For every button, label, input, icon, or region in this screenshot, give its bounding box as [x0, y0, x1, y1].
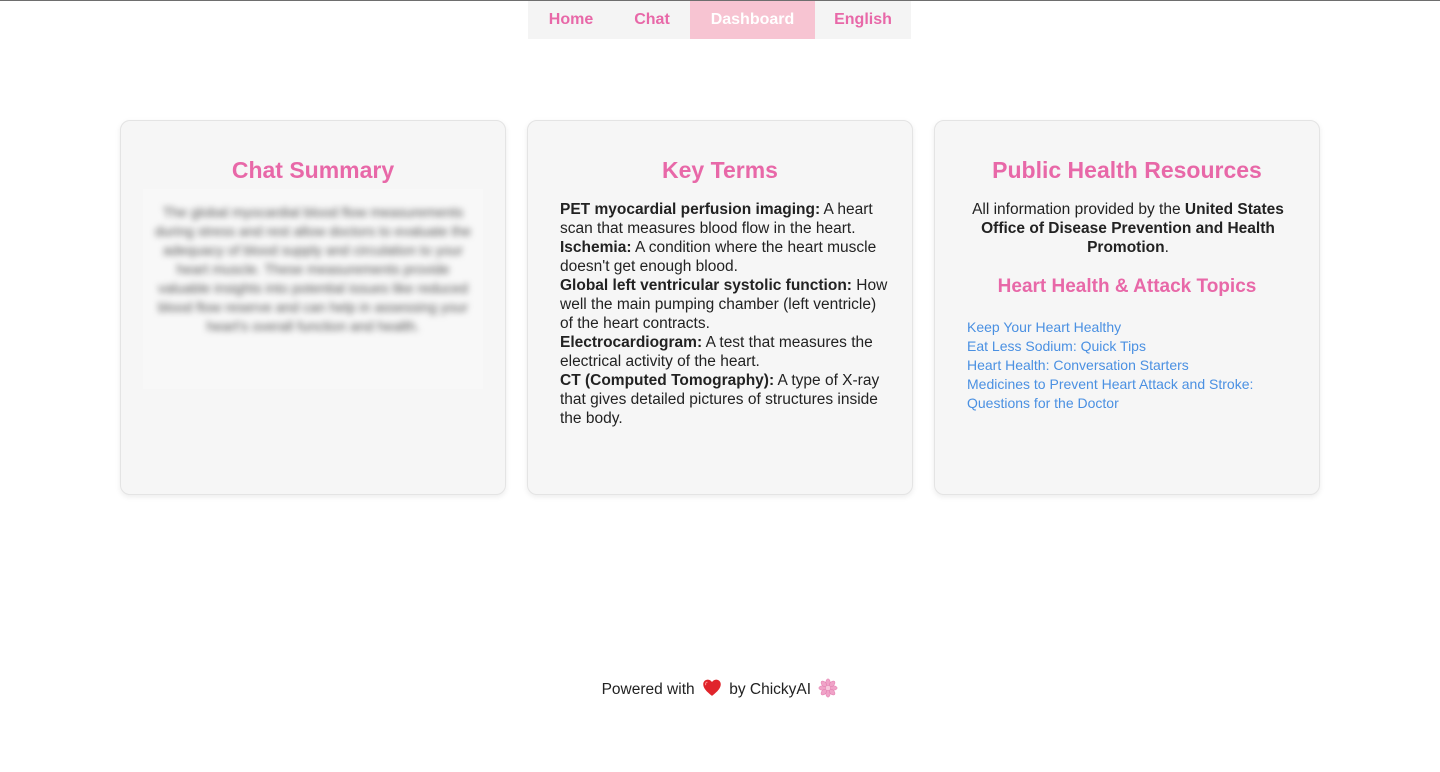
resource-links: [967, 318, 1297, 413]
nav-home[interactable]: Home: [548, 11, 594, 28]
footer-prefix: Powered with: [601, 681, 695, 698]
resource-link-eat-less-sodium[interactable]: Eat Less Sodium: Quick Tips: [967, 338, 1146, 354]
nav-dashboard[interactable]: Dashboard: [690, 1, 815, 39]
public-health-resources-card: [934, 120, 1320, 495]
language-selector[interactable]: English: [834, 11, 892, 28]
term-name: Ischemia:: [560, 239, 632, 256]
heart-topics-subtitle: Heart Health & Attack Topics: [997, 276, 1257, 297]
footer: [0, 678, 1440, 701]
key-terms-card: [527, 120, 913, 495]
resource-link-medicines[interactable]: Medicines to Prevent Heart Attack and Stroke: Questions for the Doctor: [967, 376, 1254, 411]
key-term-item: [560, 276, 890, 333]
term-definition: A test that measures the electrical activity of the heart.: [560, 334, 873, 370]
term-name: Global left ventricular systolic function:: [560, 277, 852, 294]
resources-title: Public Health Resources: [992, 157, 1262, 183]
top-nav: [528, 1, 911, 39]
intro-prefix: All information provided by the: [972, 201, 1185, 218]
term-definition: A heart scan that measures blood flow in the heart.: [560, 201, 873, 237]
term-definition: A type of X-ray that gives detailed pictures of structures inside the body.: [560, 372, 880, 427]
term-definition: How well the main pumping chamber (left ventricle) of the heart contracts.: [560, 277, 888, 332]
chat-summary-title: Chat Summary: [231, 157, 395, 183]
term-name: Electrocardiogram:: [560, 334, 703, 351]
key-terms-title: Key Terms: [662, 157, 778, 183]
intro-organization: United States Office of Disease Prevention and Health Promotion: [981, 201, 1284, 256]
key-terms-list: [560, 200, 890, 428]
key-term-item: [560, 238, 890, 276]
resource-link-conversation-starters[interactable]: Heart Health: Conversation Starters: [967, 357, 1189, 373]
footer-middle: by ChickyAI: [729, 681, 812, 698]
term-name: PET myocardial perfusion imaging:: [560, 201, 821, 218]
nav-chat[interactable]: Chat: [634, 11, 670, 28]
chat-summary-text: The global myocardial blood flow measurements during stress and rest allow doctors to evaluate the adequacy of blood supply and circulation to your heart muscle. These measurements provide valuable insights into potential issues like reduced blood flow reserve and can help in assessing your heart's overall function and health.: [155, 204, 471, 334]
chat-summary-card: [120, 120, 506, 495]
key-term-item: [560, 200, 890, 238]
key-term-item: [560, 333, 890, 371]
pink-flower-icon: [818, 678, 838, 698]
resource-link-keep-heart-healthy[interactable]: Keep Your Heart Healthy: [967, 319, 1122, 335]
red-heart-icon: [702, 678, 722, 698]
term-definition: A condition where the heart muscle doesn't get enough blood.: [560, 239, 877, 275]
term-name: CT (Computed Tomography):: [560, 372, 775, 389]
key-term-item: [560, 371, 890, 428]
resources-intro: [955, 200, 1301, 257]
intro-suffix: .: [1164, 239, 1169, 256]
